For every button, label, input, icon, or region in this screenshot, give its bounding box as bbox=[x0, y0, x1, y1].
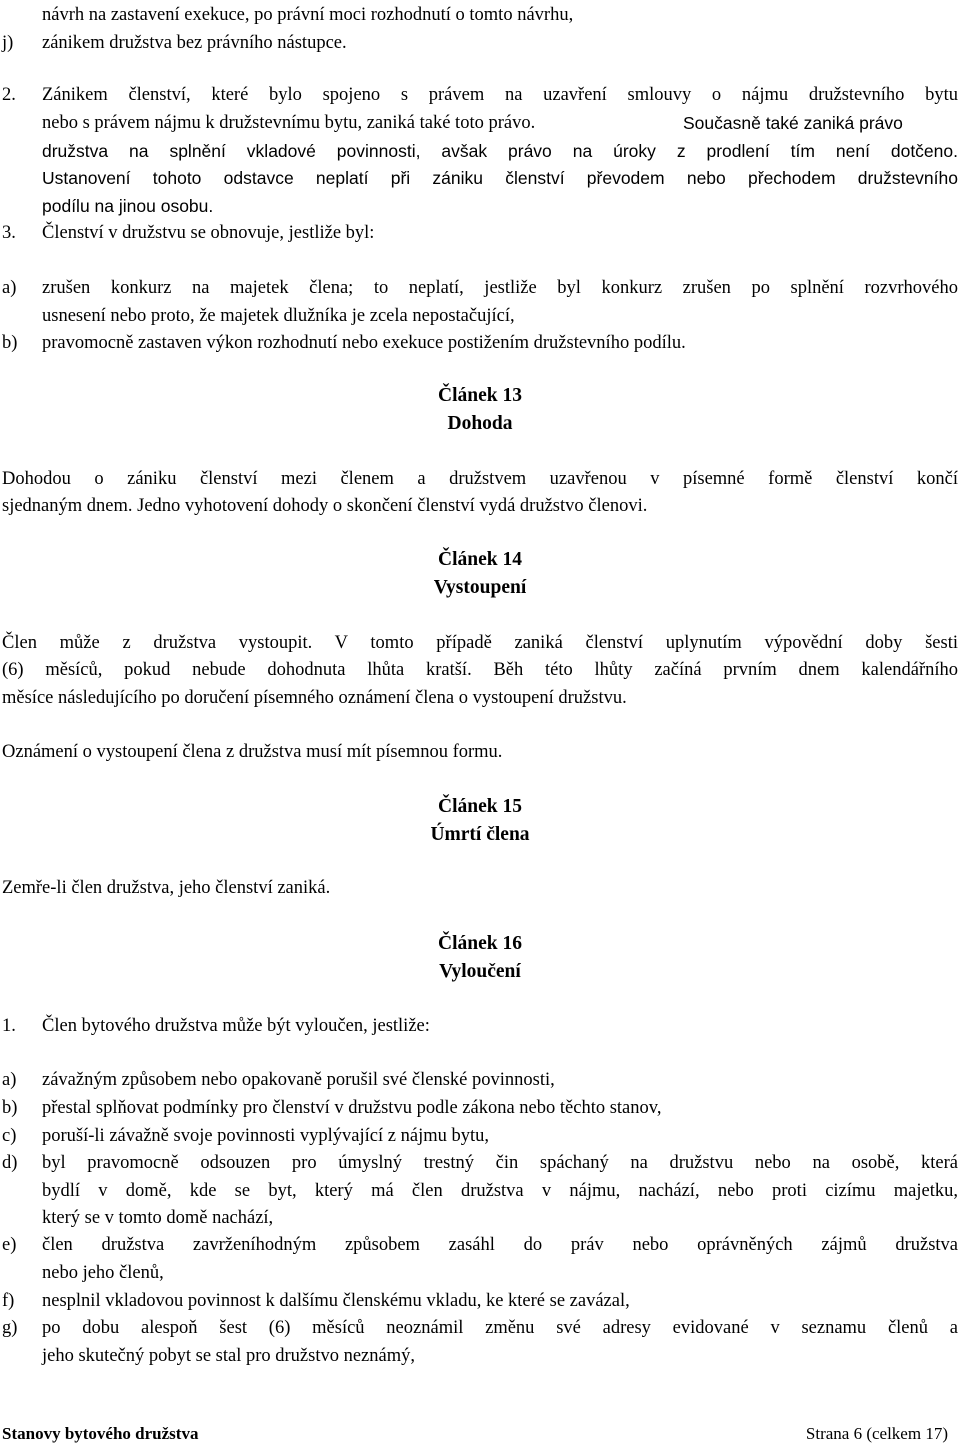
article-16-item-g-label: g) bbox=[2, 1318, 18, 1338]
article-16-item-c-line1: poruší-li závažně svoje povinnosti vyplývající z nájmu bytu, bbox=[42, 1126, 489, 1146]
article-16-item-g-line2: jeho skutečný pobyt se stal pro družstvo neznámý, bbox=[42, 1346, 415, 1366]
article-16-title: Vyloučení bbox=[439, 961, 521, 982]
para3-item-b-line1: pravomocně zastaven výkon rozhodnutí nebo exekuce postižením družstevního podílu. bbox=[42, 333, 686, 353]
article-16-item-e-line1: člen družstva zavrženíhodným způsobem zasáhl do práv nebo oprávněných zájmů družstva bbox=[42, 1235, 958, 1255]
footer-document-title: Stanovy bytového družstva bbox=[2, 1424, 199, 1443]
para3-text: Členství v družstvu se obnovuje, jestliže byl: bbox=[42, 223, 375, 243]
article-15-number: Článek 15 bbox=[438, 796, 522, 817]
para2-line4: Ustanovení tohoto odstavce neplatí při zániku členství převodem nebo přechodem družstevního bbox=[42, 168, 958, 188]
article-16-item-d-line1: byl pravomocně odsouzen pro úmyslný trestný čin spáchaný na družstvu nebo na osobě, která bbox=[42, 1153, 958, 1173]
article-15-title: Úmrtí člena bbox=[430, 824, 530, 845]
para3-item-b-label: b) bbox=[2, 333, 18, 353]
para2-line2b: Současně také zaniká právo bbox=[683, 113, 903, 133]
article-16-item-g-line1: po dobu alespoň šest (6) měsíců neoznámil změnu své adresy evidované v seznamu členů a bbox=[42, 1318, 958, 1338]
article-16-item-a-line1: závažným způsobem nebo opakovaně porušil své členské povinnosti, bbox=[42, 1070, 555, 1090]
article-14-line1: Člen může z družstva vystoupit. V tomto případě zaniká členství uplynutím výpovědní doby šesti bbox=[2, 633, 958, 653]
article-13-line1: Dohodou o zániku členství mezi členem a družstvem uzavřenou v písemné formě členství končí bbox=[2, 469, 958, 489]
article-16-item-b-label: b) bbox=[2, 1098, 18, 1118]
article-16-number: Článek 16 bbox=[438, 933, 522, 954]
article-14-line4: Oznámení o vystoupení člena z družstva musí mít písemnou formu. bbox=[2, 742, 503, 762]
article-16-item-e-line2: nebo jeho členů, bbox=[42, 1263, 164, 1283]
article-16-item-b-line1: přestal splňovat podmínky pro členství v družstvu podle zákona nebo těchto stanov, bbox=[42, 1098, 662, 1118]
item-i-continuation: návrh na zastavení exekuce, po právní moci rozhodnutí o tomto návrhu, bbox=[42, 5, 574, 25]
para2-line3: družstva na splnění vkladové povinnosti, avšak právo na úroky z prodlení tím není dotčeno. bbox=[42, 141, 958, 161]
article-13-line2: sjednaným dnem. Jedno vyhotovení dohody o skončení členství vydá družstvo členovi. bbox=[2, 496, 648, 516]
para2-line1: Zánikem členství, které bylo spojeno s právem na uzavření smlouvy o nájmu družstevního bytu bbox=[42, 85, 958, 105]
article-13-number: Článek 13 bbox=[438, 385, 522, 406]
article-16-item-d-label: d) bbox=[2, 1153, 18, 1173]
article-13-title: Dohoda bbox=[447, 413, 513, 434]
para3-item-a-line2: usnesení nebo proto, že majetek dlužníka je zcela nepostačující, bbox=[42, 306, 515, 326]
article-16-item-e-label: e) bbox=[2, 1235, 17, 1255]
article-16-item-d-line2: bydlí v domě, kde se byt, který má člen družstva v nájmu, nachází, nebo proti cizímu majetku, bbox=[42, 1181, 958, 1201]
article-16-item-f-label: f) bbox=[2, 1291, 15, 1311]
article-16-item-a-label: a) bbox=[2, 1070, 17, 1090]
article-16-p1-text: Člen bytového družstva může být vyloučen, jestliže: bbox=[42, 1016, 430, 1036]
item-j-label: j) bbox=[2, 33, 14, 53]
para3-label: 3. bbox=[2, 223, 16, 243]
article-14-line3: měsíce následujícího po doručení písemného oznámení člena o vystoupení družstvu. bbox=[2, 688, 627, 708]
article-15-line1: Zemře-li člen družstva, jeho členství zaniká. bbox=[2, 878, 331, 898]
article-14-line2: (6) měsíců, pokud nebude dohodnuta lhůta kratší. Běh této lhůty začíná prvním dnem kalendářního bbox=[2, 660, 958, 680]
footer-page-number: Strana 6 (celkem 17) bbox=[805, 1424, 948, 1443]
article-14-title: Vystoupení bbox=[433, 577, 527, 598]
article-14-number: Článek 14 bbox=[438, 549, 522, 570]
article-16-item-c-label: c) bbox=[2, 1126, 17, 1146]
para2-line2a: nebo s právem nájmu k družstevnímu bytu, zaniká také toto právo. bbox=[42, 113, 536, 133]
para2-line5: podílu na jinou osobu. bbox=[42, 196, 214, 216]
para3-item-a-line1: zrušen konkurz na majetek člena; to neplatí, jestliže byl konkurz zrušen po splnění rozvrhového bbox=[42, 278, 958, 298]
para3-item-a-label: a) bbox=[2, 278, 17, 298]
article-16-item-d-line3: který se v tomto domě nachází, bbox=[42, 1208, 274, 1228]
article-16-p1-label: 1. bbox=[2, 1016, 16, 1036]
para2-label: 2. bbox=[2, 85, 16, 105]
article-16-item-f-line1: nesplnil vkladovou povinnost k dalšímu členskému vkladu, ke které se zavázal, bbox=[42, 1291, 630, 1311]
item-j-text: zánikem družstva bez právního nástupce. bbox=[42, 33, 347, 53]
